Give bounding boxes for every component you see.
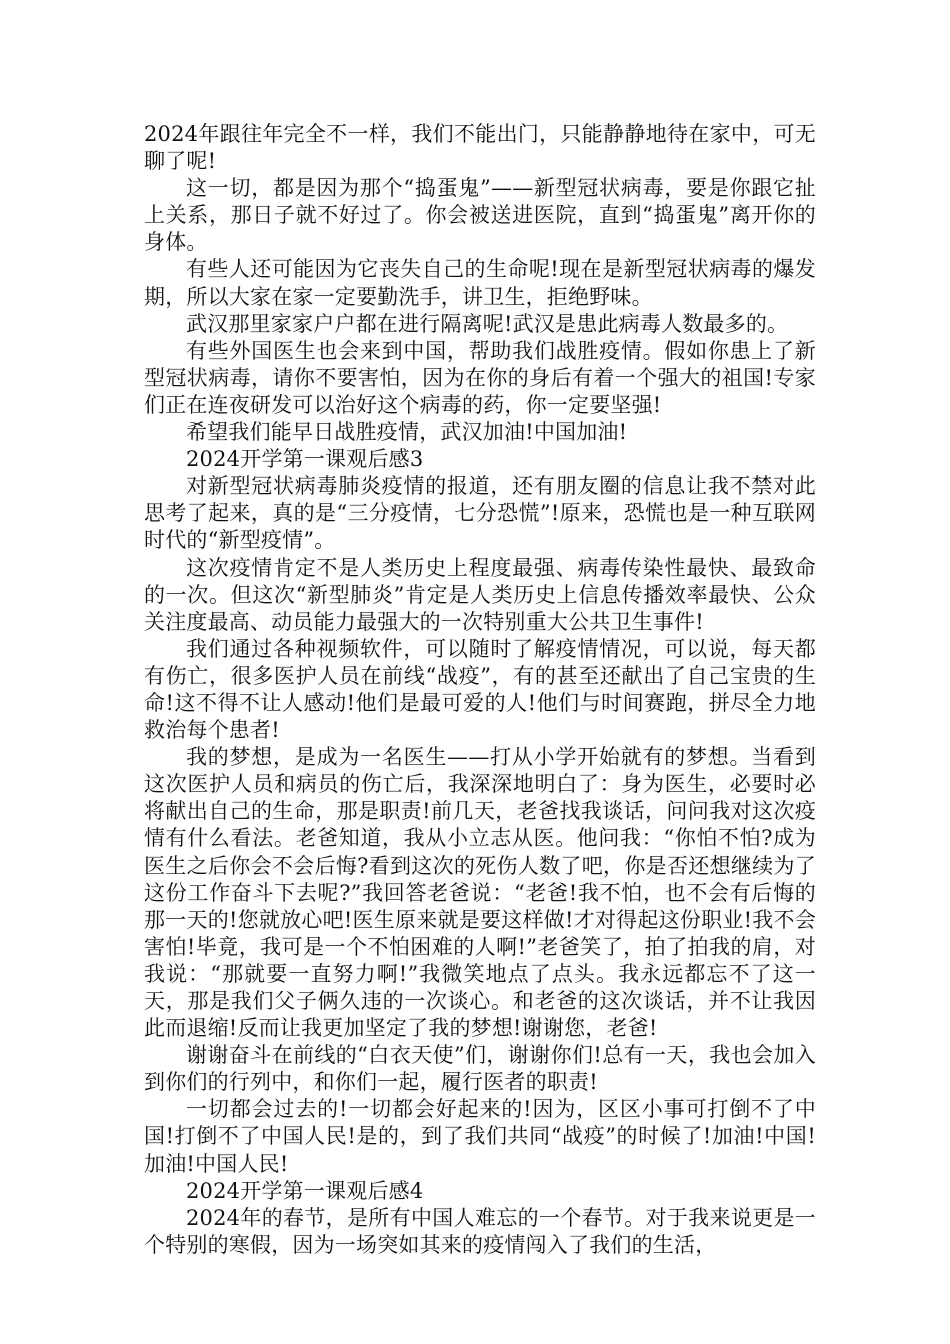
section-heading-3: 2024开学第一课观后感3 [186,447,424,472]
paragraph-3: 有些人还可能因为它丧失自己的生命呢!现在是新型冠状病毒的爆发期，所以大家在家一定要勤洗手，讲卫生，拒绝野味。 [144,257,816,309]
paragraph-12: 一切都会过去的!一切都会好起来的!因为，区区小事可打倒不了中国!打倒不了中国人民!是的，到了我们共同“战疫”的时候了!加油!中国!加油!中国人民! [144,1097,816,1176]
paragraph-1: 2024年跟往年完全不一样，我们不能出门，只能静静地待在家中，可无聊了呢! [144,122,816,174]
section-heading-4: 2024开学第一课观后感4 [186,1178,424,1203]
paragraph-10: 我的梦想，是成为一名医生——打从小学开始就有的梦想。当看到这次医护人员和病员的伤亡后，我深深地明白了：身为医生，必要时必将献出自己的生命，那是职责!前几天，老爸找我谈话，问问我对这次疫情有什么看法。老爸知道，我从小立志从医。他问我：“你怕不怕?成为医生之后你会不会后悔?看到这次的死伤人数了吧，你是否还想继续为了这份工作奋斗下去呢?”我回答老爸说：“老爸!我不怕，也不会有后悔的那一天的!您就放心吧!医生原来就是要这样做!才对得起这份职业!我不会害怕!毕竟，我可是一个不怕困难的人啊!”老爸笑了，拍了拍我的肩，对我说：“那就要一直努力啊!”我微笑地点了点头。我永远都忘不了这一天，那是我们父子俩久违的一次谈心。和老爸的这次谈话，并不让我因此而退缩!反而让我更加坚定了我的梦想!谢谢您，老爸! [144,745,816,1041]
paragraph-11: 谢谢奋斗在前线的“白衣天使”们，谢谢你们!总有一天，我也会加入到你们的行列中，和你们一起，履行医者的职责! [144,1043,816,1095]
paragraph-4: 武汉那里家家户户都在进行隔离呢!武汉是患此病毒人数最多的。 [186,311,789,336]
paragraph-2: 这一切，都是因为那个“捣蛋鬼”——新型冠状病毒，要是你跟它扯上关系，那日子就不好过了。你会被送进医院，直到“捣蛋鬼”离开你的身体。 [144,176,816,255]
paragraph-7: 对新型冠状病毒肺炎疫情的报道，还有朋友圈的信息让我不禁对此思考了起来，真的是“三分疫情，七分恐慌”!原来，恐慌也是一种互联网时代的“新型疫情”。 [144,474,816,553]
paragraph-6: 希望我们能早日战胜疫情，武汉加油!中国加油! [186,420,628,445]
paragraph-5: 有些外国医生也会来到中国，帮助我们战胜疫情。假如你患上了新型冠状病毒，请你不要害怕，因为在你的身后有着一个强大的祖国!专家们正在连夜研发可以治好这个病毒的药，你一定要坚强! [144,338,816,417]
paragraph-13: 2024年的春节，是所有中国人难忘的一个春节。对于我来说更是一个特别的寒假，因为一场突如其来的疫情闯入了我们的生活， [144,1205,816,1257]
paragraph-8: 这次疫情肯定不是人类历史上程度最强、病毒传染性最快、最致命的一次。但这次“新型肺炎”肯定是人类历史上信息传播效率最快、公众关注度最高、动员能力最强大的一次特别重大公共卫生事件! [144,555,816,634]
paragraph-9: 我们通过各种视频软件，可以随时了解疫情情况，可以说，每天都有伤亡，很多医护人员在前线“战疫”，有的甚至还献出了自己宝贵的生命!这不得不让人感动!他们是最可爱的人!他们与时间赛跑，拼尽全力地救治每个患者! [144,636,816,743]
document-body [144,121,816,1259]
